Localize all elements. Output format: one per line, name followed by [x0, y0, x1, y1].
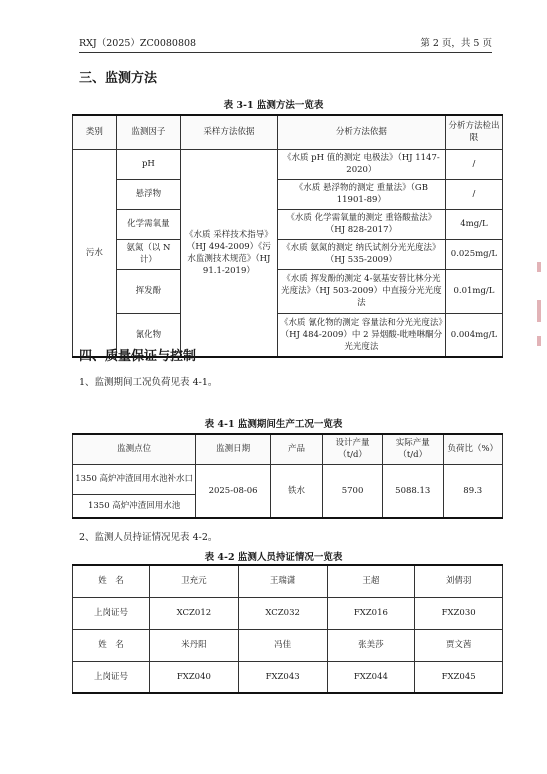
page-header	[79, 35, 492, 53]
table-row	[73, 209, 503, 239]
table-4-1-caption: 表 4-1 监测期间生产工况一览表	[204, 419, 343, 430]
staff-name: 王超	[327, 565, 415, 597]
staff-name: 王瑞潇	[238, 565, 327, 597]
actual-cell: 5088.13	[382, 464, 443, 518]
limit-cell: 4mg/L	[445, 209, 502, 239]
product-cell: 铁水	[270, 464, 322, 518]
analysis-cell: 《水质 挥发酚的测定 4-氨基安替比林分光光度法》（HJ 503-2009）中直接分光光度法	[277, 269, 445, 313]
cert-number: FXZ043	[238, 661, 327, 693]
edge-seal-mark	[537, 336, 541, 346]
limit-cell: /	[445, 149, 502, 179]
limit-cell: 0.025mg/L	[445, 239, 502, 269]
cert-label: 上岗证号	[73, 597, 150, 629]
paragraph-workload: 1、监测期间工况负荷见表 4-1。	[79, 377, 218, 388]
edge-seal-mark	[537, 300, 541, 322]
factor-cell: 氨氮（以 N 计）	[116, 239, 180, 269]
table-row	[73, 239, 503, 269]
analysis-cell: 《水质 化学需氧量的测定 重铬酸盐法》（HJ 828-2017）	[277, 209, 445, 239]
cert-number: FXZ044	[327, 661, 415, 693]
analysis-cell: 《水质 pH 值的测定 电极法》（HJ 1147-2020）	[277, 149, 445, 179]
page-number: 第 2 页，共 5 页	[420, 38, 492, 49]
section-heading-quality: 四、质量保证与控制	[79, 349, 197, 364]
factor-cell: 挥发酚	[116, 269, 180, 313]
table-row	[73, 661, 503, 693]
paragraph-staff: 2、监测人员持证情况见表 4-2。	[79, 532, 218, 543]
cert-number: XCZ032	[238, 597, 327, 629]
header-point: 监测点位	[73, 434, 196, 464]
factor-cell: 氰化物	[116, 313, 180, 357]
table-row	[73, 629, 503, 661]
header-design: 设计产量（t/d）	[323, 434, 383, 464]
limit-cell: 0.01mg/L	[445, 269, 502, 313]
cert-number: XCZ012	[150, 597, 239, 629]
header-actual: 实际产量（t/d）	[382, 434, 443, 464]
cert-number: FXZ016	[327, 597, 415, 629]
report-number: RXJ（2025）ZC0080808	[79, 38, 197, 49]
point-cell: 1350 高炉冲渣回用水池补水口	[73, 464, 196, 494]
name-label: 姓 名	[73, 629, 150, 661]
point-cell: 1350 高炉冲渣回用水池	[73, 494, 196, 518]
section-heading-methods: 三、监测方法	[79, 71, 158, 86]
limit-cell: 0.004mg/L	[445, 313, 502, 357]
staff-name: 贾文茜	[415, 629, 503, 661]
table-row	[73, 179, 503, 209]
table-4-2-caption: 表 4-2 监测人员持证情况一览表	[204, 552, 343, 563]
staff-name: 米丹阳	[150, 629, 239, 661]
category-cell: 污水	[73, 149, 117, 357]
monitoring-method-table	[72, 114, 503, 358]
header-date: 监测日期	[196, 434, 271, 464]
cert-number: FXZ045	[415, 661, 503, 693]
staff-name: 卫充元	[150, 565, 239, 597]
header-analysis: 分析方法依据	[277, 115, 445, 149]
staff-name: 张美莎	[327, 629, 415, 661]
cert-number: FXZ040	[150, 661, 239, 693]
header-factor: 监测因子	[116, 115, 180, 149]
date-cell: 2025-08-06	[196, 464, 271, 518]
cert-label: 上岗证号	[73, 661, 150, 693]
table-row	[73, 149, 503, 179]
limit-cell: /	[445, 179, 502, 209]
factor-cell: 化学需氧量	[116, 209, 180, 239]
ratio-cell: 89.3	[443, 464, 503, 518]
staff-name: 冯佳	[238, 629, 327, 661]
analysis-cell: 《水质 悬浮物的测定 重量法》（GB 11901-89）	[277, 179, 445, 209]
header-ratio: 负荷比（%）	[443, 434, 503, 464]
analysis-cell: 《水质 氰化物的测定 容量法和分光光度法》（HJ 484-2009）中 2 异烟酸-吡唑啉酮分光光度法	[277, 313, 445, 357]
header-sampling: 采样方法依据	[181, 115, 278, 149]
header-limit: 分析方法检出限	[445, 115, 502, 149]
design-cell: 5700	[323, 464, 383, 518]
staff-name: 刘倩羽	[415, 565, 503, 597]
factor-cell: pH	[116, 149, 180, 179]
sampling-basis-cell: 《水质 采样技术指导》（HJ 494-2009）《污水监测技术规范》（HJ 91.1-2019）	[181, 149, 278, 357]
table-row	[73, 597, 503, 629]
analysis-cell: 《水质 氨氮的测定 纳氏试剂分光光度法》（HJ 535-2009）	[277, 239, 445, 269]
table-row	[73, 565, 503, 597]
edge-seal-mark	[537, 262, 541, 272]
staff-certificate-table	[72, 564, 503, 694]
name-label: 姓 名	[73, 565, 150, 597]
table-row	[73, 464, 503, 494]
factor-cell: 悬浮物	[116, 179, 180, 209]
header-product: 产品	[270, 434, 322, 464]
header-category: 类别	[73, 115, 117, 149]
table-3-1-caption: 表 3-1 监测方法一览表	[223, 100, 324, 111]
production-condition-table	[72, 433, 503, 519]
table-row	[73, 269, 503, 313]
cert-number: FXZ030	[415, 597, 503, 629]
